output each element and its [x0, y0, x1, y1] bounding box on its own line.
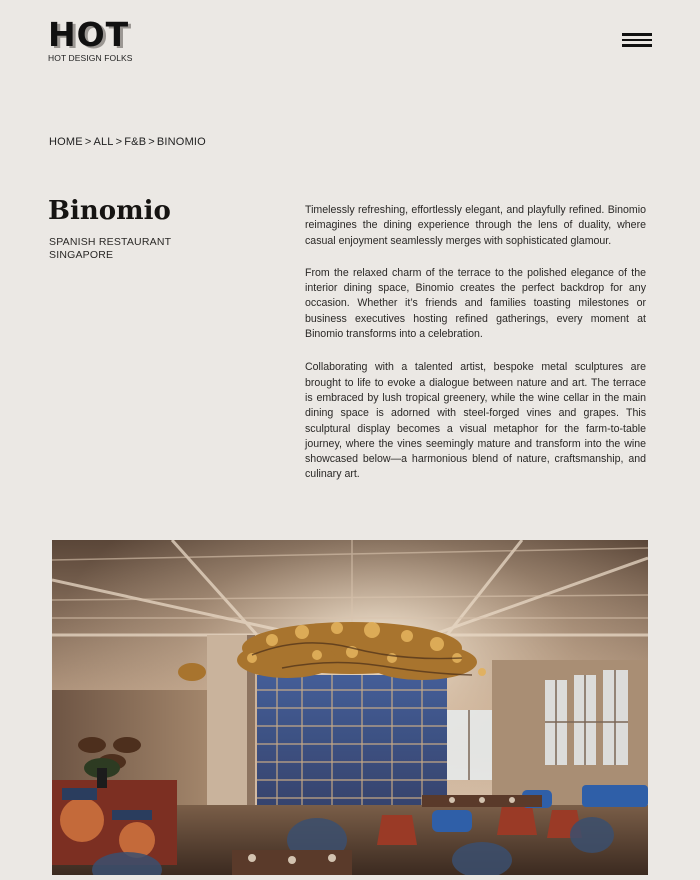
hero-image [52, 540, 648, 875]
hamburger-menu-icon[interactable] [622, 33, 652, 47]
breadcrumb-separator: > [115, 136, 123, 148]
breadcrumb-separator: > [84, 136, 92, 148]
project-meta [49, 236, 171, 262]
restaurant-interior-image [52, 540, 648, 875]
menu-bar [622, 33, 652, 36]
description-paragraph: From the relaxed charm of the terrace to the polished elegance of the interior dining space, Binomio creates the perfect backdrop for any occasion. Whether it’s friends and families toasting milestones or business executives hosting refined gatherings, every moment at Binomio transforms into a celebration. [305, 266, 646, 341]
description-paragraph: Collaborating with a talented artist, bespoke metal sculptures are brought to life to evoke a dialogue between nature and art. The terrace is embraced by lush tropical greenery, while the wine cellar in the main dining space is adorned with steel-forged vines and grapes. This sculptural display becomes a visual metaphor for the farm-to-table journey, where the vines seemingly mature and transform into the wine showcased below—a harmonious blend of nature, craftsmanship, and culinary art. [305, 361, 646, 481]
page-title: Binomio [48, 196, 171, 226]
project-location: SINGAPORE [49, 249, 114, 261]
breadcrumb [49, 136, 206, 148]
description-paragraph: Timelessly refreshing, effortlessly elegant, and playfully refined. Binomio reimagines the dining experience through the lens of duality, where casual enjoyment seamlessly merges with sophisticated glamour. [305, 204, 646, 247]
breadcrumb-current: BINOMIO [156, 136, 206, 148]
project-description [305, 203, 646, 483]
logo[interactable] [48, 15, 133, 63]
logo-subtitle: HOT DESIGN FOLKS [48, 53, 133, 63]
menu-bar [622, 39, 652, 42]
breadcrumb-all[interactable]: ALL [93, 136, 114, 148]
logo-mark: HOT [48, 15, 130, 54]
breadcrumb-separator: > [148, 136, 155, 148]
project-type: SPANISH RESTAURANT [49, 236, 172, 248]
menu-bar [622, 44, 652, 47]
breadcrumb-fnb[interactable]: F&B [124, 136, 147, 148]
breadcrumb-home[interactable]: HOME [49, 136, 83, 148]
